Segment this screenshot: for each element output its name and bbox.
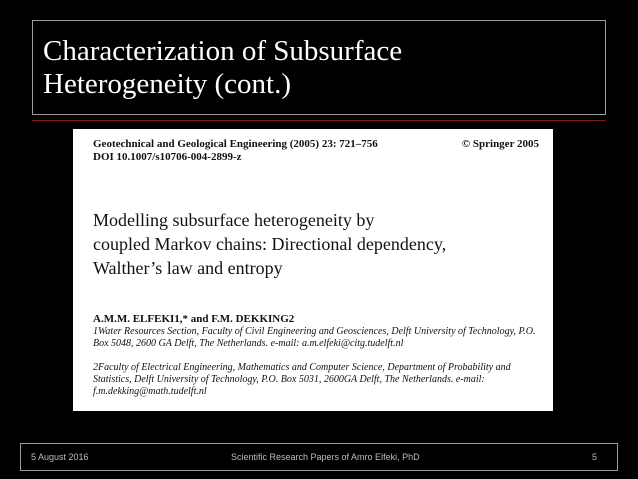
slide-title-line-2: Heterogeneity (cont.): [43, 68, 292, 100]
affiliation-2: 2Faculty of Electrical Engineering, Mathematics and Computer Science, Department of Probability and Statistics, Delft University of Technology, P.O. Box 5031, 2600GA Delft, The Netherlands. e-mail: f.m.dekking@math.tudelft.nl: [93, 362, 511, 397]
copyright-notice: © Springer 2005: [461, 138, 539, 150]
paper-title-line-1: Modelling subsurface heterogeneity by: [93, 210, 375, 230]
journal-citation: Geotechnical and Geological Engineering (2005) 23: 721–756: [93, 138, 378, 150]
doi-text: DOI 10.1007/s10706-004-2899-z: [93, 151, 242, 163]
slide-number: 5: [592, 452, 598, 462]
footer-title: Scientific Research Papers of Amro Elfeki, PhD: [231, 452, 420, 462]
paper-authors: A.M.M. ELFEKI1,* and F.M. DEKKING2: [93, 313, 295, 325]
footer-date: 5 August 2016: [31, 452, 89, 462]
paper-title-line-2: coupled Markov chains: Directional dependency,: [93, 234, 447, 254]
title-divider: [32, 120, 606, 121]
paper-screenshot: [73, 129, 553, 411]
title-frame: [32, 20, 606, 115]
slide-title: [43, 35, 402, 101]
slide-title-line-1: Characterization of Subsurface: [43, 35, 403, 67]
paper-title: [93, 208, 543, 280]
affiliation-1: 1Water Resources Section, Faculty of Civil Engineering and Geosciences, Delft University of Technology, P.O. Box 5048, 2600 GA Delft, The Netherlands. e-mail: a.m.elfeki@citg.tudelft.nl: [93, 326, 536, 349]
paper-title-line-3: Walther’s law and entropy: [93, 258, 283, 278]
